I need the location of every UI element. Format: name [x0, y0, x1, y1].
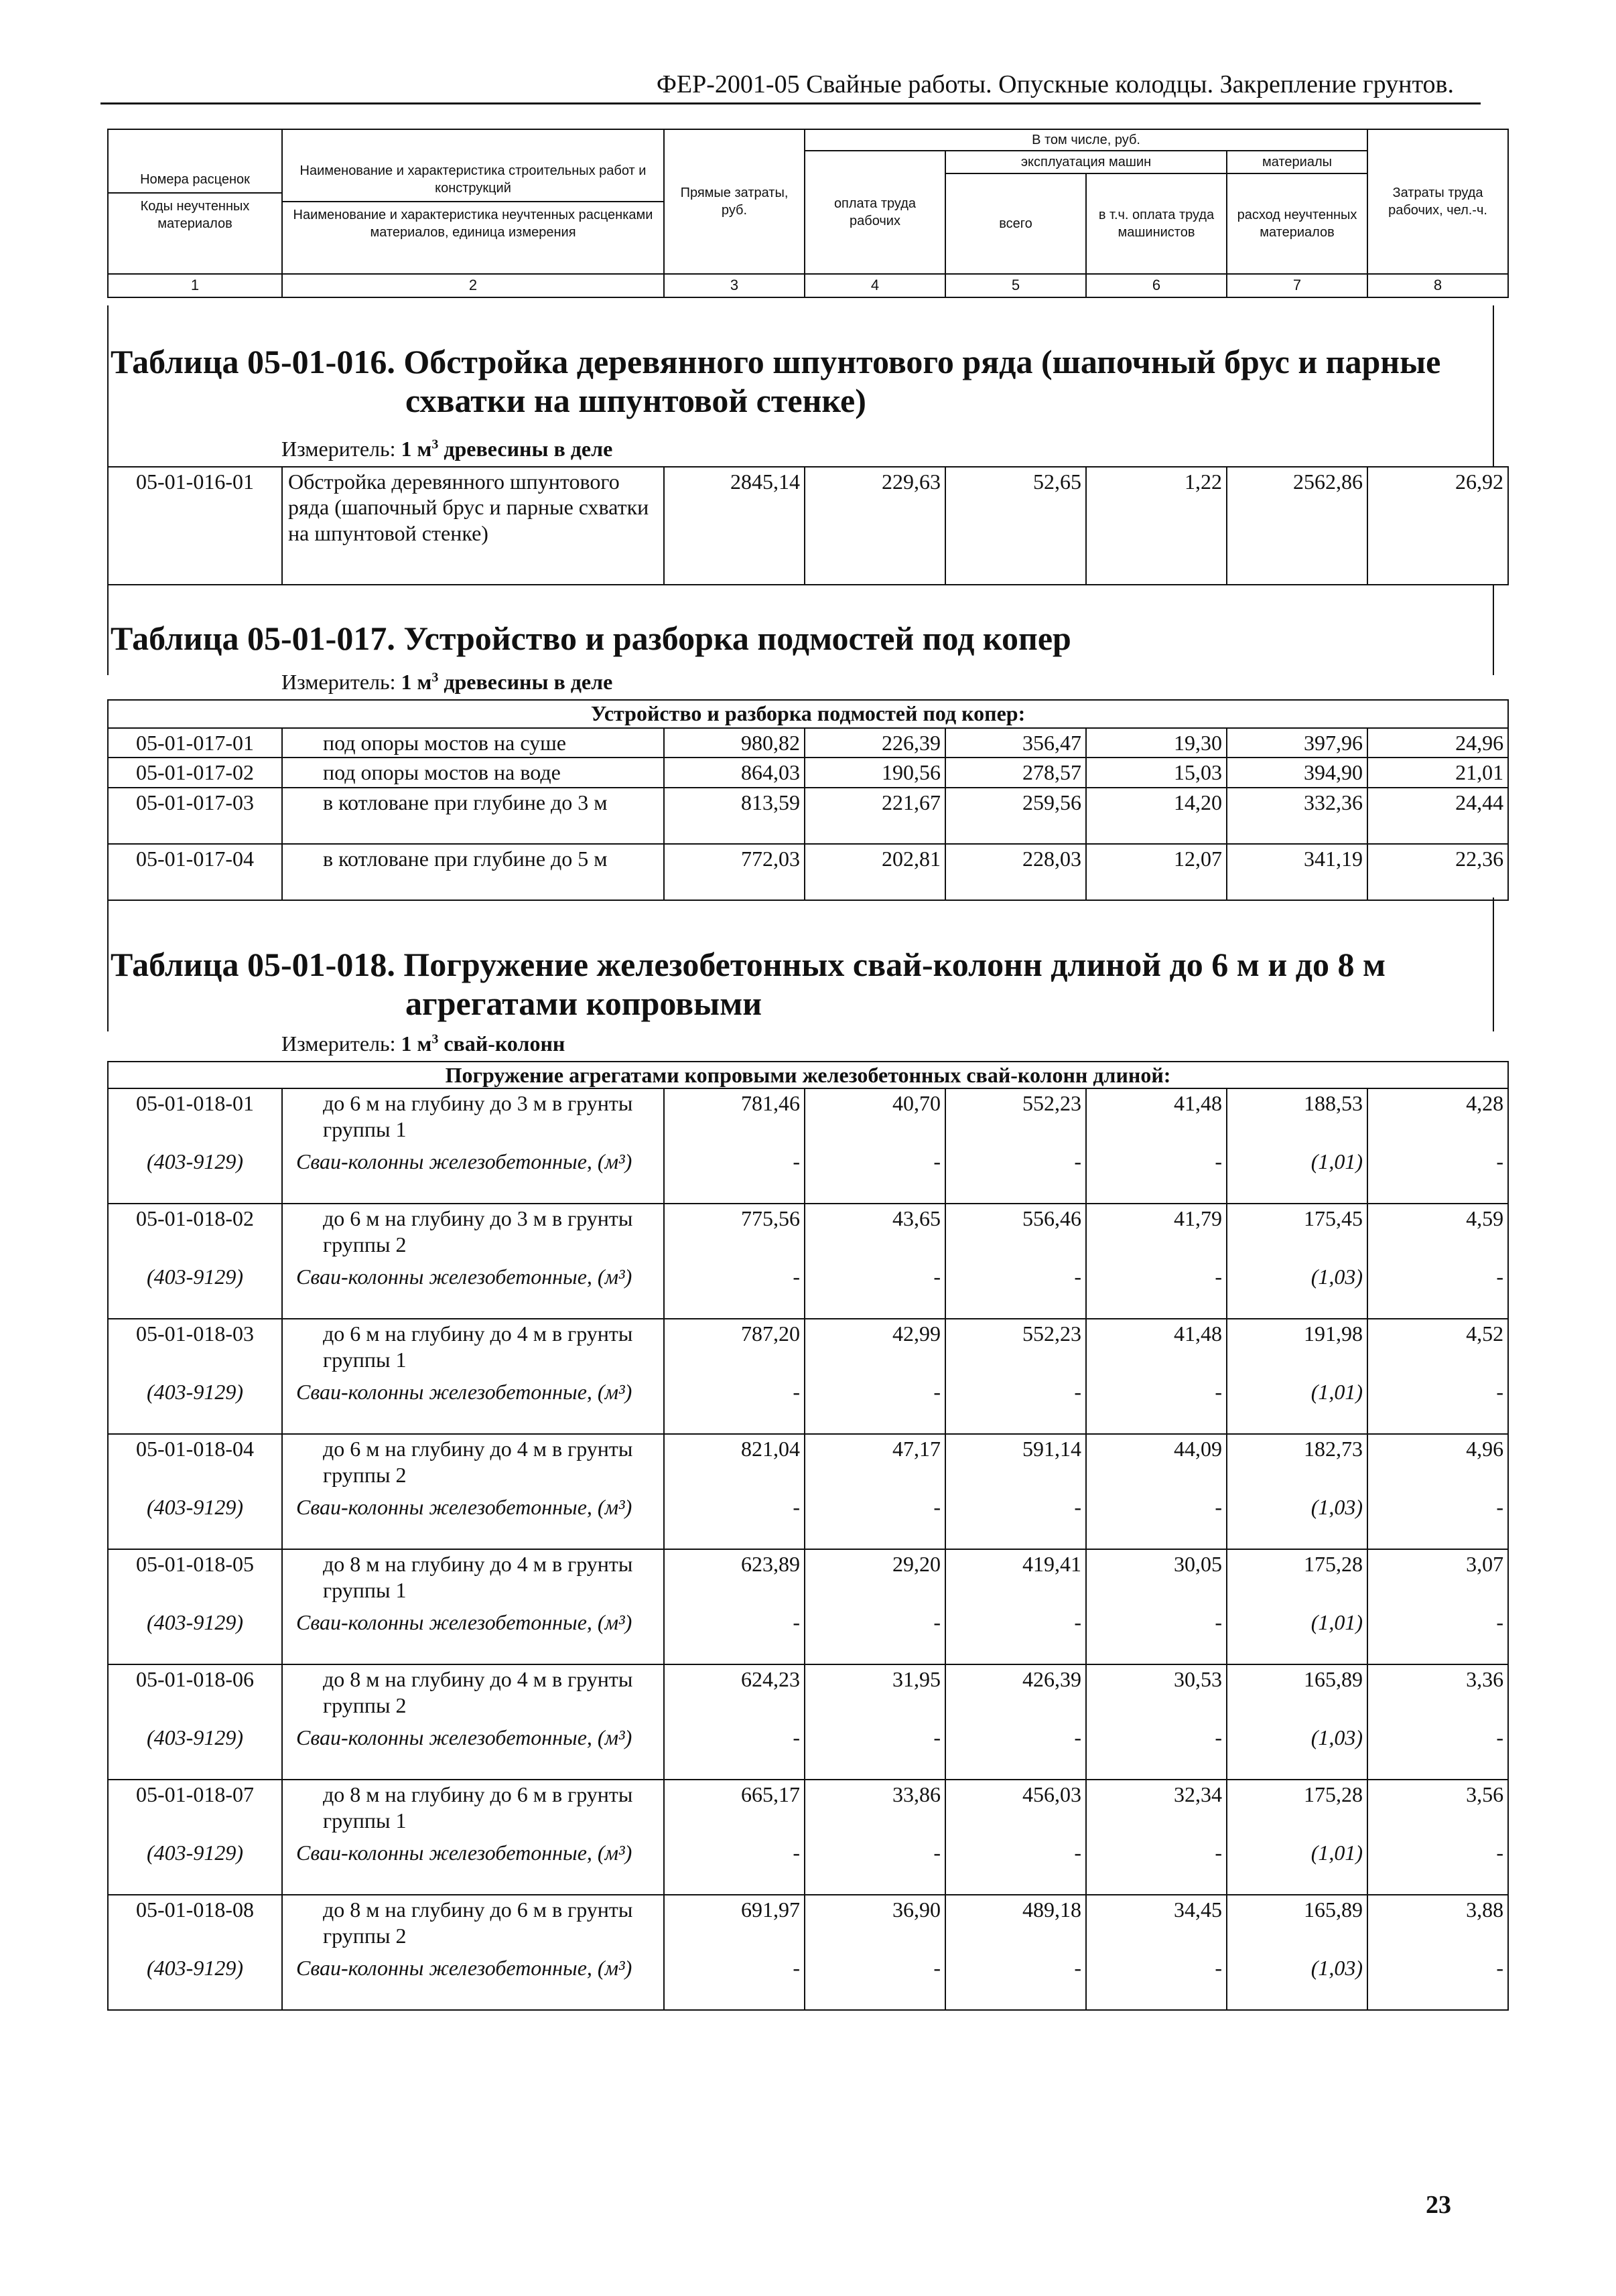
running-head-rule [100, 102, 1481, 104]
meter-rest: свай-колонн [438, 1031, 565, 1056]
row-v5: 259,56 [945, 788, 1086, 844]
material-m8: - [1367, 1839, 1508, 1895]
table-018-meter [281, 1031, 565, 1056]
row-v7: 175,28 [1227, 1549, 1367, 1608]
row-code: 05-01-017-04 [108, 844, 282, 900]
hdr-zatraty: Затраты труда рабочих, чел.-ч. [1367, 129, 1508, 274]
hdr-vsego: всего [945, 173, 1086, 274]
table-row [108, 844, 1508, 900]
row-v8: 3,07 [1367, 1549, 1508, 1608]
colnum: 2 [282, 274, 664, 297]
table-row [108, 1088, 1508, 1147]
row-v4: 202,81 [805, 844, 945, 900]
colnum: 4 [805, 274, 945, 297]
meter-sup: 3 [431, 437, 439, 452]
row-v3: 665,17 [664, 1780, 805, 1839]
material-desc: Сваи-колонны железобетонные, (м³) [282, 1839, 664, 1895]
row-v7: 182,73 [1227, 1434, 1367, 1493]
material-m4: - [805, 1263, 945, 1319]
colnum: 1 [108, 274, 282, 297]
section-row [108, 1062, 1508, 1088]
table-016-grid [107, 466, 1509, 585]
row-v4: 43,65 [805, 1204, 945, 1263]
material-code: (403-9129) [108, 1723, 282, 1780]
material-desc: Сваи-колонны железобетонные, (м³) [282, 1263, 664, 1319]
hdr-vtch: в т.ч. оплата труда машинистов [1086, 173, 1227, 274]
row-v6: 12,07 [1086, 844, 1227, 900]
material-m7: (1,01) [1227, 1839, 1367, 1895]
material-m5: - [945, 1493, 1086, 1549]
row-code: 05-01-018-01 [108, 1088, 282, 1147]
row-desc: в котловане при глубине до 3 м [282, 788, 664, 844]
material-m4: - [805, 1493, 945, 1549]
hdr-col2-bottom: Наименование и характеристика неучтенных расценками материалов, единица измерения [283, 201, 663, 245]
row-v8: 24,96 [1367, 728, 1508, 758]
meter-sup: 3 [431, 1031, 439, 1047]
hdr-oplata: оплата труда рабочих [805, 151, 945, 274]
row-code: 05-01-017-01 [108, 728, 282, 758]
row-v5: 456,03 [945, 1780, 1086, 1839]
material-row [108, 1147, 1508, 1204]
material-code: (403-9129) [108, 1954, 282, 2010]
material-m4: - [805, 1954, 945, 2010]
material-m6: - [1086, 1493, 1227, 1549]
meter-prefix: Измеритель: [281, 437, 401, 461]
row-v7: 175,45 [1227, 1204, 1367, 1263]
row-desc: до 6 м на глубину до 4 м в грунты группы 1 [282, 1319, 664, 1378]
row-v3: 772,03 [664, 844, 805, 900]
section-title: Устройство и разборка подмостей под копер: [108, 700, 1508, 728]
row-v3: 623,89 [664, 1549, 805, 1608]
row-v4: 221,67 [805, 788, 945, 844]
material-code: (403-9129) [108, 1378, 282, 1434]
row-v6: 30,05 [1086, 1549, 1227, 1608]
material-row [108, 1954, 1508, 2010]
table-017-title: Таблица 05-01-017. Устройство и разборка подмостей под копер [111, 620, 1071, 657]
material-m3: - [664, 1608, 805, 1664]
material-desc: Сваи-колонны железобетонные, (м³) [282, 1378, 664, 1434]
meter-unit: 1 м [401, 437, 432, 461]
row-v6: 1,22 [1086, 467, 1227, 585]
material-m4: - [805, 1378, 945, 1434]
row-code: 05-01-016-01 [108, 467, 282, 585]
row-desc: до 6 м на глубину до 3 м в грунты группы 2 [282, 1204, 664, 1263]
row-v6: 44,09 [1086, 1434, 1227, 1493]
column-header-table [107, 129, 1509, 298]
row-v7: 397,96 [1227, 728, 1367, 758]
table-018-grid [107, 1061, 1509, 2011]
row-v4: 229,63 [805, 467, 945, 585]
row-v8: 26,92 [1367, 467, 1508, 585]
material-m5: - [945, 1723, 1086, 1780]
meter-unit: 1 м [401, 1031, 432, 1056]
row-desc: до 8 м на глубину до 4 м в грунты группы 1 [282, 1549, 664, 1608]
row-code: 05-01-018-02 [108, 1204, 282, 1263]
row-v8: 22,36 [1367, 844, 1508, 900]
material-desc: Сваи-колонны железобетонные, (м³) [282, 1147, 664, 1204]
material-m7: (1,03) [1227, 1263, 1367, 1319]
table-016-title-line2: схватки на шпунтовой стенке) [405, 381, 866, 419]
material-m4: - [805, 1147, 945, 1204]
row-v8: 4,59 [1367, 1204, 1508, 1263]
row-v5: 52,65 [945, 467, 1086, 585]
row-v4: 226,39 [805, 728, 945, 758]
row-desc: в котловане при глубине до 5 м [282, 844, 664, 900]
row-v3: 787,20 [664, 1319, 805, 1378]
section-row [108, 700, 1508, 728]
row-desc: под опоры мостов на суше [282, 728, 664, 758]
material-m3: - [664, 1263, 805, 1319]
hdr-col1 [108, 129, 282, 274]
row-v6: 30,53 [1086, 1664, 1227, 1723]
material-m6: - [1086, 1147, 1227, 1204]
row-v3: 813,59 [664, 788, 805, 844]
row-v7: 2562,86 [1227, 467, 1367, 585]
row-v4: 31,95 [805, 1664, 945, 1723]
row-v4: 190,56 [805, 758, 945, 787]
material-row [108, 1263, 1508, 1319]
row-v4: 47,17 [805, 1434, 945, 1493]
material-m3: - [664, 1723, 805, 1780]
colnum: 5 [945, 274, 1086, 297]
row-v5: 228,03 [945, 844, 1086, 900]
material-row [108, 1608, 1508, 1664]
material-m5: - [945, 1147, 1086, 1204]
material-desc: Сваи-колонны железобетонные, (м³) [282, 1493, 664, 1549]
material-code: (403-9129) [108, 1608, 282, 1664]
material-m6: - [1086, 1839, 1227, 1895]
material-m5: - [945, 1263, 1086, 1319]
meter-rest: древесины в деле [438, 670, 613, 694]
material-code: (403-9129) [108, 1493, 282, 1549]
material-code: (403-9129) [108, 1263, 282, 1319]
hdr-col3: Прямые затраты, руб. [664, 129, 805, 274]
meter-unit: 1 м [401, 670, 432, 694]
material-m5: - [945, 1954, 1086, 2010]
material-m8: - [1367, 1608, 1508, 1664]
colnum: 3 [664, 274, 805, 297]
table-row [108, 1319, 1508, 1378]
row-v8: 4,96 [1367, 1434, 1508, 1493]
row-v8: 3,88 [1367, 1895, 1508, 1954]
row-v4: 42,99 [805, 1319, 945, 1378]
row-v5: 591,14 [945, 1434, 1086, 1493]
row-v4: 33,86 [805, 1780, 945, 1839]
row-v5: 556,46 [945, 1204, 1086, 1263]
material-m7: (1,01) [1227, 1147, 1367, 1204]
row-v7: 394,90 [1227, 758, 1367, 787]
row-v7: 188,53 [1227, 1088, 1367, 1147]
material-m8: - [1367, 1147, 1508, 1204]
row-v6: 32,34 [1086, 1780, 1227, 1839]
row-code: 05-01-018-07 [108, 1780, 282, 1839]
row-v6: 19,30 [1086, 728, 1227, 758]
table-017-grid [107, 699, 1509, 901]
material-m8: - [1367, 1954, 1508, 2010]
table-017-meter [281, 670, 612, 695]
material-m8: - [1367, 1723, 1508, 1780]
row-v5: 356,47 [945, 728, 1086, 758]
material-m4: - [805, 1839, 945, 1895]
material-m5: - [945, 1378, 1086, 1434]
table-row [108, 1895, 1508, 1954]
row-v5: 489,18 [945, 1895, 1086, 1954]
material-m7: (1,03) [1227, 1954, 1367, 2010]
row-v8: 4,52 [1367, 1319, 1508, 1378]
hdr-col2 [282, 129, 664, 274]
row-v3: 980,82 [664, 728, 805, 758]
row-v7: 165,89 [1227, 1895, 1367, 1954]
material-desc: Сваи-колонны железобетонные, (м³) [282, 1608, 664, 1664]
row-v8: 3,36 [1367, 1664, 1508, 1723]
material-m7: (1,01) [1227, 1608, 1367, 1664]
row-code: 05-01-018-05 [108, 1549, 282, 1608]
material-m6: - [1086, 1723, 1227, 1780]
colnum: 8 [1367, 274, 1508, 297]
colnum: 7 [1227, 274, 1367, 297]
row-v6: 41,48 [1086, 1319, 1227, 1378]
row-v7: 175,28 [1227, 1780, 1367, 1839]
row-desc: Обстройка деревянного шпунтового ряда (шапочный брус и парные схватки на шпунтовой стенке) [282, 467, 664, 585]
row-desc: до 8 м на глубину до 6 м в грунты группы 2 [282, 1895, 664, 1954]
material-code: (403-9129) [108, 1839, 282, 1895]
row-v8: 3,56 [1367, 1780, 1508, 1839]
row-v8: 21,01 [1367, 758, 1508, 787]
row-v5: 278,57 [945, 758, 1086, 787]
row-desc: до 6 м на глубину до 3 м в грунты группы 1 [282, 1088, 664, 1147]
hdr-col1-top: Номера расценок [140, 172, 250, 187]
row-desc: до 6 м на глубину до 4 м в грунты группы 2 [282, 1434, 664, 1493]
material-m3: - [664, 1839, 805, 1895]
material-row [108, 1493, 1508, 1549]
table-row [108, 1664, 1508, 1723]
row-code: 05-01-018-04 [108, 1434, 282, 1493]
row-v8: 4,28 [1367, 1088, 1508, 1147]
row-v4: 40,70 [805, 1088, 945, 1147]
material-m3: - [664, 1493, 805, 1549]
material-m8: - [1367, 1263, 1508, 1319]
row-v3: 864,03 [664, 758, 805, 787]
row-v5: 552,23 [945, 1088, 1086, 1147]
material-m6: - [1086, 1608, 1227, 1664]
table-018-title [111, 946, 1386, 1023]
row-code: 05-01-017-03 [108, 788, 282, 844]
row-v3: 2845,14 [664, 467, 805, 585]
row-v4: 36,90 [805, 1895, 945, 1954]
row-desc: до 8 м на глубину до 6 м в грунты группы 1 [282, 1780, 664, 1839]
row-v7: 332,36 [1227, 788, 1367, 844]
row-v3: 691,97 [664, 1895, 805, 1954]
material-m6: - [1086, 1378, 1227, 1434]
row-code: 05-01-018-08 [108, 1895, 282, 1954]
material-m3: - [664, 1147, 805, 1204]
row-v5: 419,41 [945, 1549, 1086, 1608]
colnum: 6 [1086, 274, 1227, 297]
material-m6: - [1086, 1263, 1227, 1319]
table-016-title [111, 343, 1440, 420]
row-v7: 341,19 [1227, 844, 1367, 900]
table-row [108, 1549, 1508, 1608]
row-desc: до 8 м на глубину до 4 м в грунты группы 2 [282, 1664, 664, 1723]
meter-rest: древесины в деле [438, 437, 613, 461]
material-m6: - [1086, 1954, 1227, 2010]
table-row [108, 788, 1508, 844]
table-row [108, 1780, 1508, 1839]
hdr-ekspl: эксплуатация машин [945, 151, 1227, 173]
hdr-col2-top: Наименование и характеристика строительных работ и конструкций [299, 163, 647, 196]
row-v3: 781,46 [664, 1088, 805, 1147]
material-m7: (1,03) [1227, 1493, 1367, 1549]
row-desc: под опоры мостов на воде [282, 758, 664, 787]
row-v3: 775,56 [664, 1204, 805, 1263]
material-desc: Сваи-колонны железобетонные, (м³) [282, 1723, 664, 1780]
row-code: 05-01-018-06 [108, 1664, 282, 1723]
material-m7: (1,01) [1227, 1378, 1367, 1434]
meter-sup: 3 [431, 670, 439, 685]
table-018-title-line1: Таблица 05-01-018. Погружение железобетонных свай-колонн длиной до 6 м и до 8 м [111, 946, 1386, 983]
row-v6: 15,03 [1086, 758, 1227, 787]
row-code: 05-01-018-03 [108, 1319, 282, 1378]
material-row [108, 1839, 1508, 1895]
row-v3: 821,04 [664, 1434, 805, 1493]
material-m4: - [805, 1723, 945, 1780]
table-row [108, 728, 1508, 758]
page-number: 23 [1426, 2191, 1451, 2219]
material-m5: - [945, 1839, 1086, 1895]
meter-prefix: Измеритель: [281, 670, 401, 694]
row-v4: 29,20 [805, 1549, 945, 1608]
hdr-rashod: расход неучтенных материалов [1227, 173, 1367, 274]
row-v3: 624,23 [664, 1664, 805, 1723]
row-v5: 552,23 [945, 1319, 1086, 1378]
material-row [108, 1723, 1508, 1780]
material-code: (403-9129) [108, 1147, 282, 1204]
row-v6: 14,20 [1086, 788, 1227, 844]
material-m3: - [664, 1954, 805, 2010]
running-head: ФЕР-2001-05 Свайные работы. Опускные колодцы. Закрепление грунтов. [656, 70, 1454, 98]
hdr-col1-bottom: Коды неучтенных материалов [109, 192, 281, 236]
hdr-materialy: материалы [1227, 151, 1367, 173]
row-v8: 24,44 [1367, 788, 1508, 844]
row-v6: 41,48 [1086, 1088, 1227, 1147]
table-row [108, 467, 1508, 585]
row-v6: 34,45 [1086, 1895, 1227, 1954]
section-title: Погружение агрегатами копровыми железобетонных свай-колонн длиной: [108, 1062, 1508, 1088]
table-016-title-line1: Таблица 05-01-016. Обстройка деревянного шпунтового ряда (шапочный брус и парные [111, 343, 1441, 380]
table-row [108, 1204, 1508, 1263]
material-row [108, 1378, 1508, 1434]
table-row [108, 1434, 1508, 1493]
hdr-vtom: В том числе, руб. [805, 129, 1367, 151]
table-018-title-line2: агрегатами копровыми [405, 984, 762, 1022]
material-m5: - [945, 1608, 1086, 1664]
row-v6: 41,79 [1086, 1204, 1227, 1263]
material-m8: - [1367, 1493, 1508, 1549]
material-m3: - [664, 1378, 805, 1434]
material-m7: (1,03) [1227, 1723, 1367, 1780]
row-code: 05-01-017-02 [108, 758, 282, 787]
material-m4: - [805, 1608, 945, 1664]
meter-prefix: Измеритель: [281, 1031, 401, 1056]
row-v7: 191,98 [1227, 1319, 1367, 1378]
table-row [108, 758, 1508, 787]
table-016-meter [281, 437, 612, 461]
material-desc: Сваи-колонны железобетонные, (м³) [282, 1954, 664, 2010]
row-v7: 165,89 [1227, 1664, 1367, 1723]
material-m8: - [1367, 1378, 1508, 1434]
row-v5: 426,39 [945, 1664, 1086, 1723]
